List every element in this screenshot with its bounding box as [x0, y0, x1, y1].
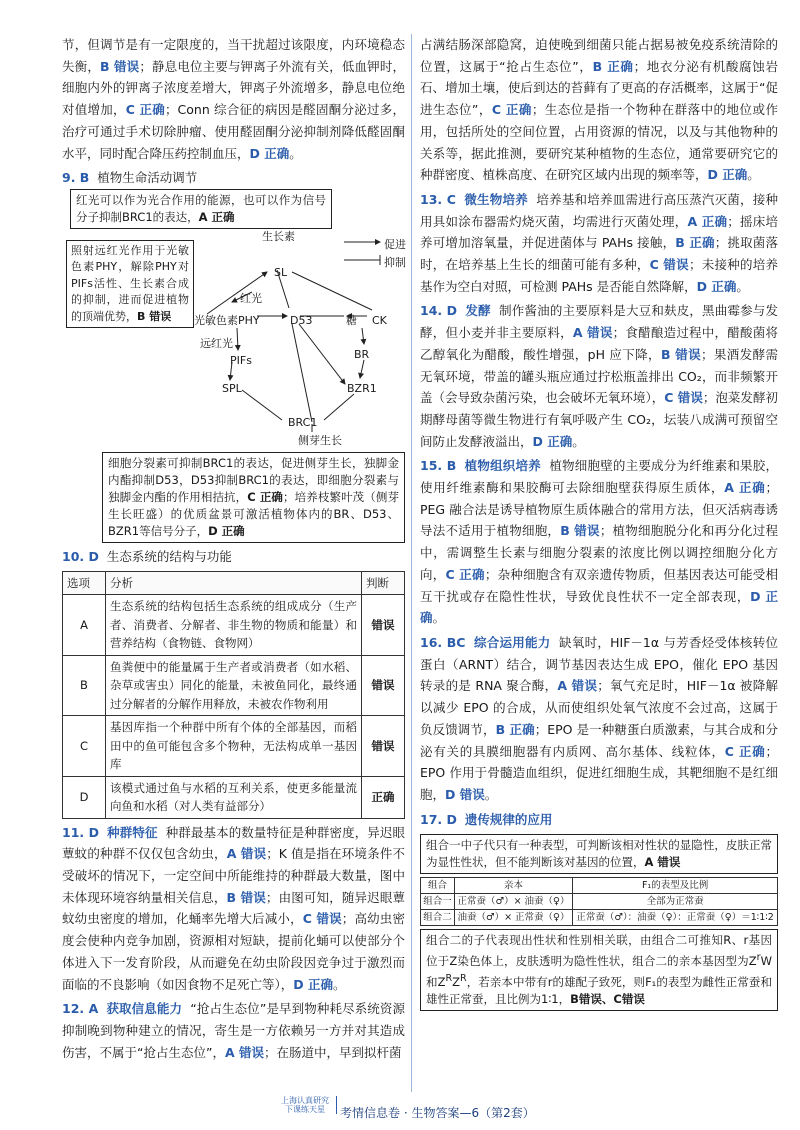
publisher-logo: 上海认真研究 下课练天星	[278, 1096, 337, 1114]
q9-box-c: 细胞分裂素可抑制BRC1的表达，促进侧芽生长，独脚金内酯抑制D53，D53抑制BRC1的表达，即细胞分裂素与独脚金内酯的作用相拮抗，C 正确；培养枝繁叶茂（侧芽生长旺盛）的优质盆景可激活植物体内的BR、D53、BZR1等信号分子，D 正确	[102, 452, 405, 543]
q13-text: 13. C 微生物培养 培养基和培养皿需进行高压蒸汽灭菌，接种用具如涂布器需灼烧灭菌，均需进行灭菌处理，A 正确；摇床培养可增加溶氧量，并促进菌体与 PAHs 接触，B 正确；挑取菌落时，在培养基上生长的细菌可能有多种，C 错误；未接种的培养基作为空白对照，可检测 PAHs 是否能自然降解，D 正确。	[420, 191, 778, 294]
node-br: BR	[354, 347, 370, 361]
node-d53: D53	[290, 313, 313, 327]
q14-text: 14. D 发酵 制作酱油的主要原料是大豆和麸皮，黑曲霉参与发酵，但小麦并非主要原料，A 错误；食醋酿造过程中，醋酸菌将乙醇氧化为醋酸，酸性增强，pH 应下降，B 错误；果酒发酵需无氧环境，带盖的罐头瓶应通过拧松瓶盖排出 CO₂，而非频繁开盖（会导致杂菌污染，也会破坏无氧环境），C 错误；泡菜发酵初期酵母菌等微生物进行有氧呼吸产生 CO₂，坛装八成满可预留空间防止发酵液溢出，D 正确。	[420, 303, 778, 449]
q12-tail: 占满结肠深部隐窝，迫使晚到细菌只能占据易被免疫系统清除的位置，这属于“抢占生态位”，B 正确；地衣分泌有机酸腐蚀岩石、增加土壤，使后到达的苔藓有了更高的存活概率，这属于“促进生态位”，C 正确；生态位是指一个物种在群落中的地位或作用，包括所处的空间位置，占用资源的情况，以及与其他物种的关系等，据此推测，要研究某种植物的生态位，通常要研究它的种群密度、植株高度、在研究区域内出现的频率等，D 正确。	[420, 37, 778, 183]
table-header: 判断	[362, 571, 405, 595]
table-header: F₁的表型及比例	[573, 878, 778, 894]
q11-text: 11. D 种群特征 种群最基本的数量特征是种群密度，异迟眼蕈蚊的种群不仅仅包含幼虫，A 错误；K 值是指在环境条件不受破坏的情况下，一定空间中所能维持的种群最大数量，图中未体现环境容纳量相关信息，B 错误；由图可知，随异迟眼蕈蚊幼虫密度的增加，化蛹率先增大后减小，C 错误；高幼虫密度会使种内竞争加剧，资源相对短缺，提前化蛹可以使部分个体进入下一发育阶段，从而避免在幼虫阶段因竞争过于激烈而面临的不良影响（如因食物不足死亡等），D 正确。	[62, 824, 405, 992]
table-row: 组合二 油蚕（♂）× 正常蚕（♀） 正常蚕（♂）：油蚕（♀）：正常蚕（♀）＝1∶1∶2	[421, 910, 778, 926]
q8-tail: 节，但调节是有一定限度的，当干扰超过该限度，内环境稳态失衡，B 错误；静息电位主要与钾离子外流有关，低血钾时，细胞内外的钾离子浓度差增大，钾离子外流增多，静息电位绝对值增加，C 正确；Conn 综合征的病因是醛固酮分泌过多，治疗可通过手术切除肿瘤、使用醛固酮分泌抑制剂降低醛固酮水平，同时配合降压药控制血压，D 正确。	[62, 37, 405, 161]
table-row: A 生态系统的结构包括生态系统的组成成分（生产者、消费者、分解者、非生物的物质和能量）和营养结构（食物链、食物网） 错误	[63, 595, 405, 656]
node-sl: SL	[274, 265, 288, 279]
q17-box-a: 组合一中子代只有一种表型，可判断该相对性状的显隐性，皮肤正常为显性性状，但不能判断该对基因的位置，A 错误	[420, 834, 778, 874]
node-phy: 光敏色素PHY	[194, 313, 260, 327]
q10-header: 10. D 生态系统的结构与功能	[62, 548, 232, 564]
right-column	[420, 34, 778, 1011]
page-footer: 考情信息卷 · 生物答案—6（第2套）	[340, 1106, 535, 1120]
node-red-light: 红光	[240, 291, 262, 305]
q9-header: 9. B 植物生命活动调节	[62, 170, 198, 186]
q17-box-b: 组合二的子代表现出性状和性别相关联，由组合二可推知R、r基因位于Z染色体上，皮肤透明为隐性性状，组合二的亲本基因型为$Z^rW$和$Z^RZ^R$，若亲本中带有r的雄配子致死，则F₁的表型为雌性正常蚕和雄性正常蚕，且比例为1∶1，B错误、C错误	[420, 929, 778, 1011]
node-auxin: 生长素	[262, 229, 295, 243]
legend-inhibit: 抑制	[384, 255, 406, 269]
table-header: 组合	[421, 878, 455, 894]
q17-table	[420, 877, 778, 926]
node-far-red: 远红光	[200, 336, 233, 350]
q10-table	[62, 571, 405, 819]
left-column	[62, 34, 405, 1063]
q9-flow-diagram	[62, 229, 406, 447]
table-header: 选项	[63, 571, 106, 595]
table-row: C 基因库指一个种群中所有个体的全部基因，而稻田中的鱼可能包含多个物种，无法构成单一基因库 错误	[63, 716, 405, 777]
table-header: 亲本	[454, 878, 572, 894]
column-separator	[411, 34, 412, 1092]
node-pifs: PIFs	[230, 353, 252, 367]
table-row: 组合一 正常蚕（♂）× 油蚕（♀） 全部为正常蚕	[421, 894, 778, 910]
table-row: B 鱼粪便中的能量属于生产者或消费者（如水稻、杂草或害虫）同化的能量，未被鱼同化，最终通过分解者的分解作用释放，未被农作物利用 错误	[63, 655, 405, 716]
node-brc1: BRC1	[288, 415, 318, 429]
q17-header: 17. D 遗传规律的应用	[420, 811, 553, 827]
legend-promote: 促进	[384, 237, 406, 251]
table-row: D 该模式通过鱼与水稻的互利关系，使更多能量流向鱼和水稻（对人类有益部分） 正确	[63, 776, 405, 818]
q15-text: 15. B 植物组织培养 植物细胞壁的主要成分为纤维素和果胶，使用纤维素酶和果胶酶可去除细胞壁获得原生质体，A 正确；PEG 融合法是诱导植物原生质体融合的常用方法，但灭活病毒诱导法不适用于植物细胞，B 错误；植物细胞脱分化和再分化过程中，需调整生长素与细胞分裂素的浓度比例以调控细胞分化方向，C 正确；杂种细胞含有双亲遗传物质，但基因表达可能受相互干扰或存在隐性性状，导致优良性状不一定全部表现，D 正确。	[420, 458, 778, 626]
node-bzr1: BZR1	[347, 381, 377, 395]
flow-arrows	[62, 232, 405, 432]
node-ck: CK	[372, 313, 387, 327]
node-sugar: 糖	[346, 313, 357, 327]
q12-text: 12. A 获取信息能力 “抢占生态位”是早到物种耗尽系统资源抑制晚到物种建立的情况，寄生是一方依赖另一方并对其造成伤害，不属于“抢占生态位”，A 错误；在肠道中，早到拟杆菌	[62, 1001, 406, 1060]
q9-box-a: 红光可以作为光合作用的能源，也可以作为信号分子抑制BRC1的表达，A 正确	[70, 189, 332, 229]
node-spl: SPL	[222, 381, 242, 395]
q9-box-b: 照射远红光作用于光敏色素PHY，解除PHY对PIFs活性、生长素合成的抑制，进而促进植物的顶端优势，B 错误	[66, 240, 194, 329]
node-lateral-bud: 侧芽生长	[298, 433, 342, 447]
q16-text: 16. BC 综合运用能力 缺氧时，HIF－1α 与芳香烃受体核转位蛋白（ARNT）结合，调节基因表达生成 EPO，催化 EPO 基因转录的是 RNA 聚合酶，A 错误；氧气充足时，HIF－1α 被降解以减少 EPO 的合成，从而使组织处氧气浓度不会过高，这属于负反馈调节，B 正确；EPO 是一种糖蛋白质激素，与其合成和分泌有关的具膜细胞器有内质网、高尔基体、线粒体，C 正确；EPO 作用于骨髓造血组织，促进红细胞生成，其靶细胞不是红细胞，D 错误。	[420, 634, 778, 802]
table-header: 分析	[106, 571, 362, 595]
